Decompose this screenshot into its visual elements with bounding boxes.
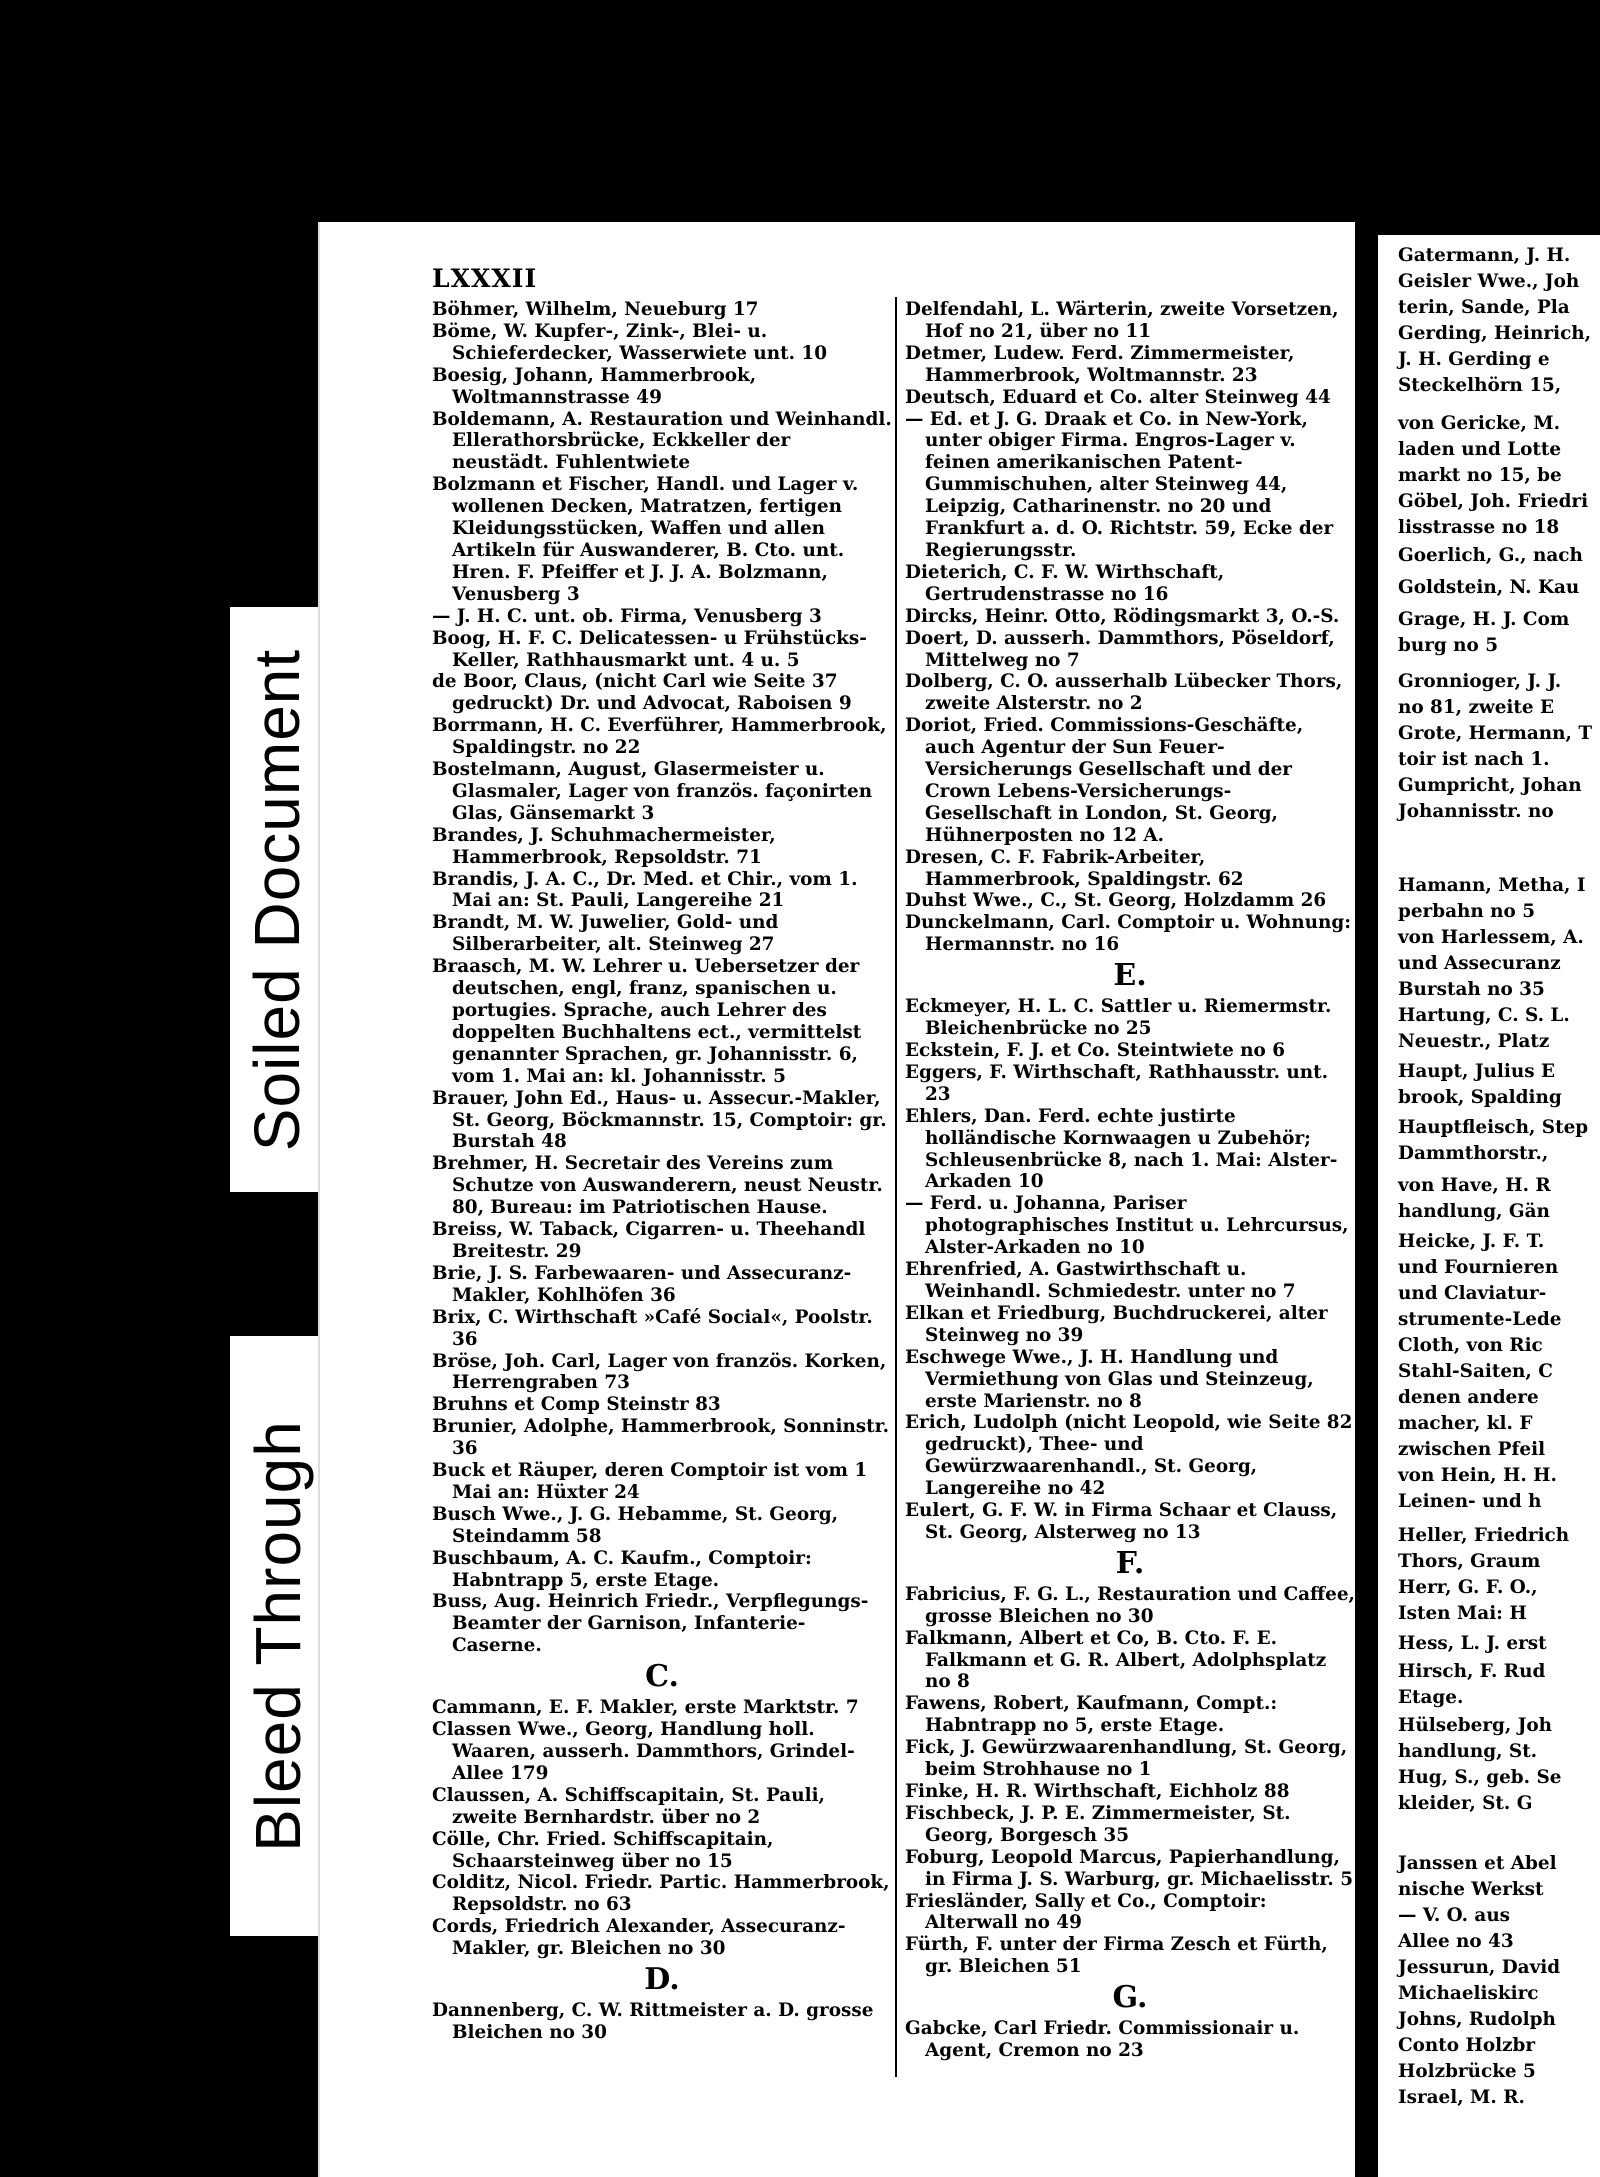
- fragment-line: Etage.: [1398, 1687, 1464, 1708]
- directory-entry: Brandt, M. W. Juwelier, Gold- und Silberarbeiter, alt. Steinweg 27: [432, 912, 779, 956]
- directory-entry: — J. H. C. unt. ob. Firma, Venusberg 3: [432, 605, 822, 627]
- column-divider: [895, 297, 897, 2077]
- fragment-line: handlung, St.: [1398, 1741, 1538, 1762]
- directory-entry: Dunckelmann, Carl. Comptoir u. Wohnung: Hermannstr. no 16: [905, 912, 1352, 956]
- directory-entry: Eschwege Wwe., J. H. Handlung und Vermiethung von Glas und Steinzeug, erste Marienstr. no 8: [905, 1346, 1314, 1412]
- document-page: [318, 222, 1355, 2177]
- fragment-line: Gumpricht, Johan: [1398, 775, 1582, 796]
- fragment-line: Hartung, C. S. L.: [1398, 1005, 1570, 1026]
- fragment-line: Leinen- und h: [1398, 1491, 1542, 1512]
- directory-entry: Dannenberg, C. W. Rittmeister a. D. grosse Bleichen no 30: [432, 2000, 874, 2043]
- fragment-line: Herr, G. F. O.,: [1398, 1577, 1538, 1598]
- directory-entry: Ehlers, Dan. Ferd. echte justirte holländische Kornwaagen u Zubehör; Schleusenbrücke 8, nach 1. Mai: Alster-Arkaden 10: [905, 1105, 1338, 1193]
- fragment-line: Grote, Hermann, T: [1398, 723, 1593, 744]
- soiled-document-label: [230, 607, 325, 1192]
- directory-entry: Fischbeck, J. P. E. Zimmermeister, St. Georg, Borgesch 35: [905, 1802, 1291, 1846]
- fragment-line: terin, Sande, Pla: [1398, 297, 1570, 318]
- fragment-line: von Harlessem, A.: [1398, 927, 1584, 948]
- directory-entry: Dircks, Heinr. Otto, Rödingsmarkt 3, O.-S.: [905, 605, 1340, 627]
- directory-entry: Bolzmann et Fischer, Handl. und Lager v. wollenen Decken, Matratzen, fertigen Kleidungsstücken, Waffen und allen Artikeln für Auswanderer, B. Cto. unt. Hren. F. Pfeiffer et J. J. A. Bolzmann, Venusberg 3: [432, 474, 859, 605]
- page-gutter: [1372, 235, 1378, 2177]
- fragment-line: Gatermann, J. H.: [1398, 245, 1571, 266]
- fragment-line: lisstrasse no 18: [1398, 517, 1560, 538]
- adjacent-page-fragment: [1372, 235, 1600, 2177]
- directory-entry: Classen Wwe., Georg, Handlung holl. Waaren, ausserh. Dammthors, Grindel-Allee 179: [432, 1719, 855, 1784]
- fragment-line: Neuestr., Platz: [1398, 1031, 1550, 1052]
- fragment-line: Hülseberg, Joh: [1398, 1715, 1553, 1736]
- directory-entry: Bostelmann, August, Glasermeister u. Glasmaler, Lager von französ. façonirten Glas, Gänsemarkt 3: [432, 759, 873, 824]
- fragment-line: Geisler Wwe., Joh: [1398, 271, 1580, 292]
- directory-entry: Brix, C. Wirthschaft »Café Social«, Poolstr. 36: [432, 1306, 873, 1350]
- fragment-line: Hug, S., geb. Se: [1398, 1767, 1562, 1788]
- fragment-line: laden und Lotte: [1398, 439, 1562, 460]
- fragment-line: Goldstein, N. Kau: [1398, 577, 1580, 598]
- directory-entry: Brie, J. S. Farbewaaren- und Assecuranz-Makler, Kohlhöfen 36: [432, 1262, 852, 1306]
- directory-entry: Brunier, Adolphe, Hammerbrook, Sonninstr. 36: [432, 1416, 890, 1460]
- fragment-line: Cloth, von Ric: [1398, 1335, 1543, 1356]
- fragment-line: Janssen et Abel: [1398, 1853, 1557, 1874]
- directory-entry: Brandes, J. Schuhmachermeister, Hammerbrook, Repsoldstr. 71: [432, 824, 776, 868]
- directory-entry: Brehmer, H. Secretair des Vereins zum Schutze von Auswanderern, neust Neustr. 80, Bureau: im Patriotischen Hause.: [432, 1153, 883, 1219]
- fragment-line: von Gericke, M.: [1398, 413, 1561, 434]
- directory-entry: Buschbaum, A. C. Kaufm., Comptoir: Habntrapp 5, erste Etage.: [432, 1547, 812, 1591]
- fragment-line: Hamann, Metha, I: [1398, 875, 1586, 896]
- fragment-line: Jessurun, David: [1398, 1957, 1561, 1978]
- section-letter: D.: [644, 1962, 680, 1998]
- section-letter: F.: [1115, 1545, 1145, 1581]
- fragment-line: brook, Spalding: [1398, 1087, 1562, 1108]
- directory-entry: Elkan et Friedburg, Buchdruckerei, alter Steinweg no 39: [905, 1302, 1328, 1346]
- fragment-line: Dammthorstr.,: [1398, 1143, 1549, 1164]
- fragment-line: Hauptfleisch, Step: [1398, 1117, 1589, 1138]
- directory-entry: Doert, D. ausserh. Dammthors, Pöseldorf, Mittelweg no 7: [905, 627, 1335, 671]
- fragment-line: perbahn no 5: [1398, 901, 1536, 922]
- fragment-line: no 81, zweite E: [1398, 697, 1555, 718]
- directory-entry: Bruhns et Comp Steinstr 83: [432, 1394, 721, 1416]
- fragment-line: Johannisstr. no: [1398, 801, 1554, 822]
- directory-entry: Deutsch, Eduard et Co. alter Steinweg 44: [905, 386, 1331, 408]
- fragment-line: Burstah no 35: [1398, 979, 1545, 1000]
- fragment-line: Grage, H. J. Com: [1398, 609, 1570, 630]
- directory-entry: Böhmer, Wilhelm, Neueburg 17: [432, 299, 759, 320]
- fragment-line: Israel, M. R.: [1398, 2087, 1525, 2108]
- directory-entry: Fabricius, F. G. L., Restauration und Caffee, grosse Bleichen no 30: [905, 1583, 1355, 1627]
- directory-entry: Borrmann, H. C. Everführer, Hammerbrook, Spaldingstr. no 22: [432, 715, 887, 759]
- fragment-line: markt no 15, be: [1398, 465, 1562, 486]
- fragment-line: macher, kl. F: [1398, 1413, 1533, 1434]
- directory-entry: Dieterich, C. F. W. Wirthschaft, Gertrudenstrasse no 16: [905, 561, 1225, 605]
- fragment-line: toir ist nach 1.: [1398, 749, 1550, 770]
- directory-entry: Colditz, Nicol. Friedr. Partic. Hammerbrook, Repsoldstr. no 63: [432, 1872, 890, 1916]
- fragment-line: Heicke, J. F. T.: [1398, 1231, 1545, 1252]
- fragment-line: kleider, St. G: [1398, 1793, 1533, 1814]
- directory-entry: Duhst Wwe., C., St. Georg, Holzdamm 26: [905, 890, 1327, 912]
- fragment-line: Haupt, Julius E: [1398, 1061, 1556, 1082]
- fragment-line: von Hein, H. H.: [1398, 1465, 1557, 1486]
- fragment-line: Michaeliskirc: [1398, 1983, 1539, 2004]
- directory-entry: Friesländer, Sally et Co., Comptoir: Alterwall no 49: [905, 1890, 1267, 1934]
- directory-entry: Böme, W. Kupfer-, Zink-, Blei- u. Schieferdecker, Wasserwiete unt. 10: [432, 320, 828, 364]
- directory-entry: Eulert, G. F. W. in Firma Schaar et Clauss, St. Georg, Alsterweg no 13: [905, 1500, 1338, 1543]
- directory-entry: Dresen, C. F. Fabrik-Arbeiter, Hammerbrook, Spaldingstr. 62: [905, 846, 1244, 890]
- directory-entry: Brauer, John Ed., Haus- u. Assecur.-Makler, St. Georg, Böckmannstr. 15, Comptoir: gr. Burstah 48: [432, 1087, 887, 1153]
- fragment-line: Hess, L. J. erst: [1398, 1633, 1547, 1654]
- fragment-line: handlung, Gän: [1398, 1201, 1550, 1222]
- directory-entry: Gabcke, Carl Friedr. Commissionair u. Agent, Cremon no 23: [905, 2018, 1300, 2062]
- directory-entry: Buck et Räuper, deren Comptoir ist vom 1 Mai an: Hüxter 24: [432, 1460, 868, 1503]
- directory-entry: Braasch, M. W. Lehrer u. Uebersetzer der deutschen, engl, franz, spanischen u. portugies. Sprache, auch Lehrer des doppelten Buchhaltens ect., vermittelst genannter Sprachen, gr. Johannisstr. 6, vom 1. Mai an: kl. Johannisstr. 5: [432, 956, 862, 1087]
- fragment-line: Thors, Graum: [1398, 1551, 1541, 1572]
- fragment-line: Allee no 43: [1398, 1931, 1514, 1952]
- fragment-line: denen andere: [1398, 1387, 1539, 1408]
- bleed-through-text: Bleed Through: [241, 1420, 314, 1852]
- section-letter: C.: [645, 1659, 679, 1695]
- fragment-line: und Assecuranz: [1398, 953, 1561, 974]
- fragment-line: Steckelhörn 15,: [1398, 375, 1562, 396]
- directory-entry: Boldemann, A. Restauration und Weinhandl. Ellerathorsbrücke, Eckkeller der neustädt. Fuhlentwiete: [432, 408, 892, 474]
- directory-entry: — Ferd. u. Johanna, Pariser photographisches Institut u. Lehrcursus, Alster-Arkaden no 10: [905, 1193, 1349, 1259]
- directory-entry: Ehrenfried, A. Gastwirthschaft u. Weinhandl. Schmiedestr. unter no 7: [905, 1259, 1296, 1302]
- page-number: LXXXII: [432, 264, 538, 293]
- fragment-line: Gerding, Heinrich,: [1398, 323, 1592, 344]
- soiled-document-text: Soiled Document: [241, 648, 314, 1151]
- fragment-line: und Fournieren: [1398, 1257, 1559, 1278]
- fragment-line: burg no 5: [1398, 635, 1499, 656]
- directory-entry: Doriot, Fried. Commissions-Geschäfte, auch Agentur der Sun Feuer-Versicherungs Gesellschaft und der Crown Lebens-Versicherungs-Gesellschaft in London, St. Georg, Hühnerposten no 12 A.: [905, 715, 1304, 846]
- fragment-line: Stahl-Saiten, C: [1398, 1361, 1553, 1382]
- directory-entry: Breiss, W. Taback, Cigarren- u. Theehandl Breitestr. 29: [432, 1219, 866, 1262]
- fragment-line: strumente-Lede: [1398, 1309, 1562, 1330]
- directory-entry: Boesig, Johann, Hammerbrook, Woltmannstrasse 49: [432, 364, 757, 408]
- directory-entry: Eckmeyer, H. L. C. Sattler u. Riemermstr. Bleichenbrücke no 25: [905, 996, 1332, 1040]
- directory-entry: Delfendahl, L. Wärterin, zweite Vorsetzen, Hof no 21, über no 11: [905, 299, 1339, 342]
- directory-entry: de Boor, Claus, (nicht Carl wie Seite 37 gedruckt) Dr. und Advocat, Raboisen 9: [432, 671, 852, 715]
- section-letter: E.: [1113, 958, 1147, 994]
- fragment-line: Goerlich, G., nach: [1398, 545, 1583, 566]
- fragment-line: Holzbrücke 5: [1398, 2061, 1536, 2082]
- directory-entry: Cammann, E. F. Makler, erste Marktstr. 7: [432, 1697, 859, 1719]
- fragment-line: Heller, Friedrich: [1398, 1525, 1570, 1546]
- bleed-through-label: [230, 1336, 325, 1936]
- directory-entry: Dolberg, C. O. ausserhalb Lübecker Thors, zweite Alsterstr. no 2: [905, 671, 1343, 715]
- directory-entry: Buss, Aug. Heinrich Friedr., Verpflegungs-Beamter der Garnison, Infanterie-Caserne.: [432, 1591, 869, 1657]
- fragment-line: und Claviatur-: [1398, 1283, 1547, 1304]
- fragment-line: Göbel, Joh. Friedri: [1398, 491, 1589, 512]
- directory-entry: Eckstein, F. J. et Co. Steintwiete no 6: [905, 1040, 1286, 1061]
- fragment-line: zwischen Pfeil: [1398, 1439, 1546, 1460]
- fragment-line: — V. O. aus: [1398, 1905, 1511, 1926]
- directory-entry: Finke, H. R. Wirthschaft, Eichholz 88: [905, 1781, 1290, 1802]
- directory-entry: Eggers, F. Wirthschaft, Rathhausstr. unt. 23: [905, 1061, 1329, 1105]
- directory-entry: Erich, Ludolph (nicht Leopold, wie Seite 82 gedruckt), Thee- und Gewürzwaarenhandl., St. Georg, Langereihe no 42: [905, 1412, 1353, 1500]
- fragment-line: von Have, H. R: [1398, 1175, 1551, 1196]
- section-letter: G.: [1112, 1980, 1148, 2016]
- directory-entry: Falkmann, Albert et Co, B. Cto. F. E. Falkmann et G. R. Albert, Adolphsplatz no 8: [905, 1627, 1327, 1693]
- directory-entry: Bröse, Joh. Carl, Lager von französ. Korken, Herrengraben 73: [432, 1350, 887, 1394]
- left-column: [432, 299, 892, 2044]
- directory-entry: Fawens, Robert, Kaufmann, Compt.: Habntrapp no 5, erste Etage.: [905, 1693, 1278, 1737]
- directory-entry: Brandis, J. A. C., Dr. Med. et Chir., vom 1. Mai an: St. Pauli, Langereihe 21: [432, 868, 858, 912]
- fragment-line: Hirsch, F. Rud: [1398, 1661, 1546, 1682]
- directory-entry: Boog, H. F. C. Delicatessen- u Frühstücks-Keller, Rathhausmarkt unt. 4 u. 5: [432, 627, 867, 671]
- fragment-line: J. H. Gerding e: [1398, 349, 1550, 370]
- directory-entry: Foburg, Leopold Marcus, Papierhandlung, in Firma J. S. Warburg, gr. Michaelisstr. 5: [905, 1846, 1353, 1890]
- fragment-line: Johns, Rudolph: [1398, 2009, 1556, 2030]
- fragment-line: Conto Holzbr: [1398, 2035, 1536, 2056]
- fragment-line: nische Werkst: [1398, 1879, 1544, 1900]
- fragment-line: Gronnioger, J. J.: [1398, 671, 1562, 692]
- middle-column: [905, 299, 1355, 2062]
- directory-entry: Detmer, Ludew. Ferd. Zimmermeister, Hammerbrook, Woltmannstr. 23: [905, 342, 1295, 386]
- directory-entry: Fick, J. Gewürzwaarenhandlung, St. Georg, beim Strohhause no 1: [905, 1737, 1348, 1781]
- directory-entry: — Ed. et J. G. Draak et Co. in New-York, unter obiger Firma. Engros-Lager v. feinen amerikanischen Patent-Gummischuhen, alter Steinweg 44, Leipzig, Catharinenstr. no 20 und Frankfurt a. d. O. Richtstr. 59, Ecke der Regierungsstr.: [905, 408, 1334, 561]
- directory-entry: Cölle, Chr. Fried. Schiffscapitain, Schaarsteinweg über no 15: [432, 1828, 774, 1872]
- directory-entry: Claussen, A. Schiffscapitain, St. Pauli, zweite Bernhardstr. über no 2: [432, 1784, 825, 1828]
- directory-entry: Busch Wwe., J. G. Hebamme, St. Georg, Steindamm 58: [432, 1503, 839, 1547]
- directory-entry: Fürth, F. unter der Firma Zesch et Fürth, gr. Bleichen 51: [905, 1934, 1328, 1978]
- directory-entry: Cords, Friedrich Alexander, Assecuranz-Makler, gr. Bleichen no 30: [432, 1916, 846, 1960]
- fragment-line: Isten Mai: H: [1398, 1603, 1527, 1624]
